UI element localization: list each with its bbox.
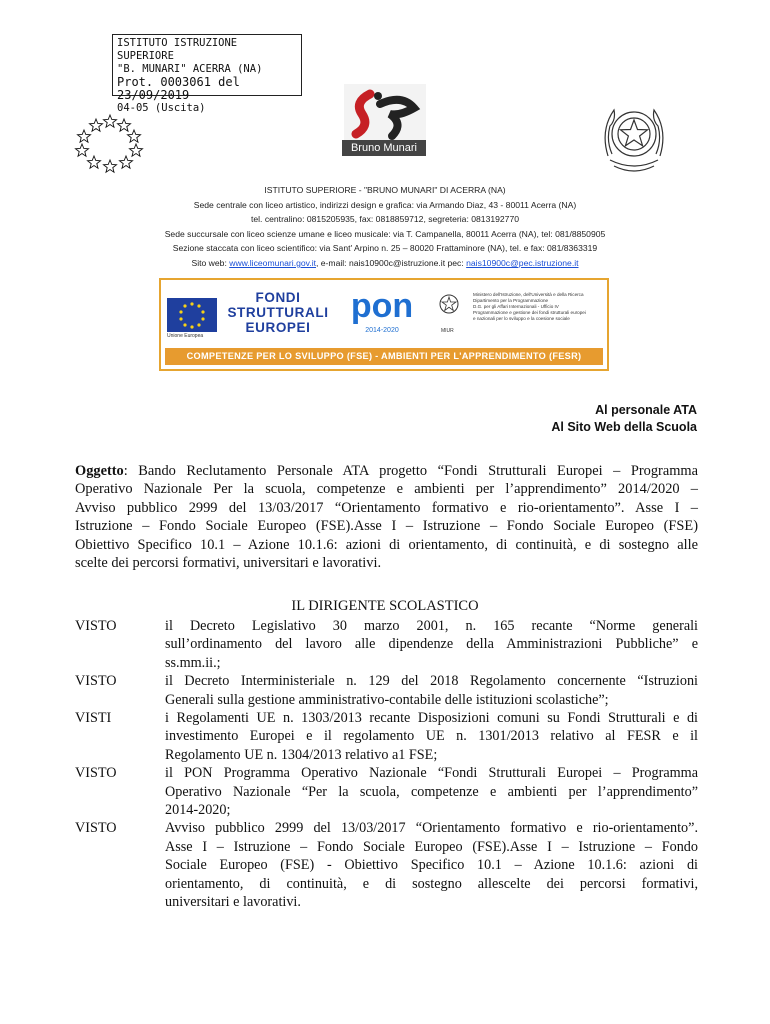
miur-text (473, 292, 603, 322)
fondi-line: FONDI (255, 290, 301, 305)
email-text: , e-mail: nais10900c@istruzione.it pec: (316, 257, 467, 268)
fondi-strutturali-logo (223, 290, 333, 335)
miur-caption: MIUR (441, 328, 454, 334)
subject-text: Istruzione – Fondo Sociale Europeo (FSE).Asse I – Istruzione – Fondo Sociale Europeo (FSE) (75, 518, 698, 535)
recipient-line: Al personale ATA (595, 403, 697, 417)
visto-line: il Decreto Interministeriale n. 129 del 2018 Regolamento concernente “Istruzioni (165, 673, 698, 690)
pon-logo: pon (350, 287, 414, 325)
miur-line: e nazionali per lo sviluppo e la coesione sociale (473, 316, 570, 321)
visto-line: i Regolamenti UE n. 1303/2013 recante Disposizioni comuni su Fondi Strutturali e di (165, 710, 698, 727)
visto-line: investimento Europei e il regolamento UE n. 1301/2013 relativo al FESR e il (165, 728, 698, 745)
header-line: Sede centrale con liceo artistico, indirizzi design e grafica: via Armando Diaz, 43 - 80011 Acerra (NA) (193, 199, 577, 210)
subject-text: Obiettivo Specifico 10.1 – Azione 10.1.6: azioni di orientamento, di continuità, e di sostegno alle (75, 536, 698, 553)
eu-caption: Unione Europea (167, 333, 204, 339)
recipients (380, 402, 697, 436)
visto-item (75, 709, 698, 764)
header-line: tel. centralino: 0815205935, fax: 0818859712, segreteria: 0813192770 (250, 214, 520, 225)
visto-line: Operativo Nazionale “Per la scuola, competenze e ambienti per l’apprendimento” (165, 783, 698, 800)
school-logo (340, 84, 430, 156)
pon-banner-strip: COMPETENZE PER LO SVILUPPO (FSE) - AMBIENTI PER L'APPRENDIMENTO (FESR) (165, 348, 603, 365)
visti-list (75, 617, 698, 912)
pon-years: 2014-2020 (365, 327, 399, 334)
fondi-line: EUROPEI (245, 320, 311, 335)
visto-label: VISTO (75, 765, 117, 782)
header-line: Sede succursale con liceo scienze umane e liceo musicale: via T. Campanella, 80011 Acerra (NA), tel: 081/8850905 (164, 228, 606, 239)
miur-line: Dipartimento per la Programmazione (473, 298, 549, 303)
stamp-line: "B. MUNARI" ACERRA (NA) (117, 63, 263, 75)
miur-emblem-icon (437, 292, 461, 318)
visto-line: il Decreto Legislativo 30 marzo 2001, n. 165 recante “Norme generali (165, 618, 698, 634)
stamp-protocol-number: Prot. 0003061 del 23/09/2019 (117, 75, 240, 102)
visto-item (75, 617, 698, 672)
subject-text: scelte dei percorsi formativi, universitari e lavorativi. (75, 555, 382, 572)
pon-banner (159, 278, 609, 371)
visto-line: Asse I – Istruzione – Fondo Sociale Europeo (FSE).Asse I – Istruzione – Fondo (165, 838, 698, 855)
school-name: ISTITUTO SUPERIORE - "BRUNO MUNARI" DI ACERRA (NA) (264, 185, 506, 195)
website-link[interactable]: www.liceomunari.gov.it (229, 257, 316, 268)
pec-link[interactable]: nais10900c@pec.istruzione.it (466, 257, 579, 268)
subject-text: : Bando Reclutamento Personale ATA progetto “Fondi Strutturali Europei – Programma (123, 463, 698, 479)
visto-line: 2014-2020; (165, 802, 231, 819)
visto-line: Avviso pubblico 2999 del 13/03/2017 “Orientamento formativo e rio-orientamento”. (165, 820, 698, 837)
miur-line: D.G. per gli Affari Internazionali - Ufficio IV (473, 304, 559, 309)
visto-label: VISTO (75, 820, 117, 837)
stamp-line: 04-05 (Uscita) (117, 102, 206, 114)
visto-item (75, 672, 698, 709)
stamp-line: ISTITUTO ISTRUZIONE SUPERIORE (117, 37, 238, 62)
visto-label: VISTO (75, 618, 117, 634)
subject-paragraph (75, 462, 698, 572)
subject-text: Avviso pubblico 2999 del 13/03/2017 “Orientamento formativo e rio-orientamento”. Asse I – (75, 499, 698, 516)
visto-line: ss.mm.ii.; (165, 654, 221, 671)
visto-line: Regolamento UE n. 1304/2013 relativo a1 FSE; (165, 746, 438, 763)
visto-item (75, 819, 698, 911)
visto-line: il PON Programma Operativo Nazionale “Fondi Strutturali Europei – Programma (165, 765, 698, 782)
italian-republic-emblem-icon (596, 96, 672, 176)
school-header (0, 183, 770, 271)
subject-text: Operativo Nazionale Per la scuola, competenze e ambienti per l’apprendimento” 2014/2020 – (75, 481, 698, 498)
visto-item (75, 764, 698, 819)
visto-line: orientamento, di continuità, e di sostegno allescelte dei percorsi formativi, (165, 875, 698, 892)
section-heading: IL DIRIGENTE SCOLASTICO (291, 598, 479, 614)
fondi-line: STRUTTURALI (227, 305, 329, 320)
munari-mark-icon (340, 84, 430, 144)
subject-label: Oggetto (75, 463, 124, 479)
visto-line: sull’ordinamento del lavoro alle dipendenze della Amministrazioni Pubbliche” e (165, 636, 698, 653)
protocol-stamp (112, 34, 302, 114)
recipient-line: Al Sito Web della Scuola (551, 420, 697, 434)
visto-line: universitari e lavorativi. (165, 894, 301, 911)
miur-line: Ministero dell'Istruzione, dell'Università e della Ricerca (473, 292, 584, 297)
visto-line: Sociale Europeo (FSE) - Obiettivo Specifico 10.1 – Azione 10.1.6: azioni di (165, 857, 698, 874)
school-logo-label: Bruno Munari (342, 140, 426, 156)
header-line: Sezione staccata con liceo scientifico: via Sant' Arpino n. 25 – 80020 Frattaminore (NA), tel. e fax: 081/8363319 (172, 243, 598, 254)
visto-label: VISTO (75, 673, 117, 690)
eu-flag-icon (167, 298, 217, 332)
header-contacts (0, 256, 770, 271)
visto-label: VISTI (75, 710, 112, 727)
eu-stars-icon (68, 112, 152, 174)
miur-line: Programmazione e gestione dei fondi strutturali europei (473, 310, 586, 315)
site-prefix: Sito web: (191, 257, 230, 268)
visto-line: Generali sulla gestione amministrativo-contabile delle istituzioni scolastiche”; (165, 691, 609, 708)
